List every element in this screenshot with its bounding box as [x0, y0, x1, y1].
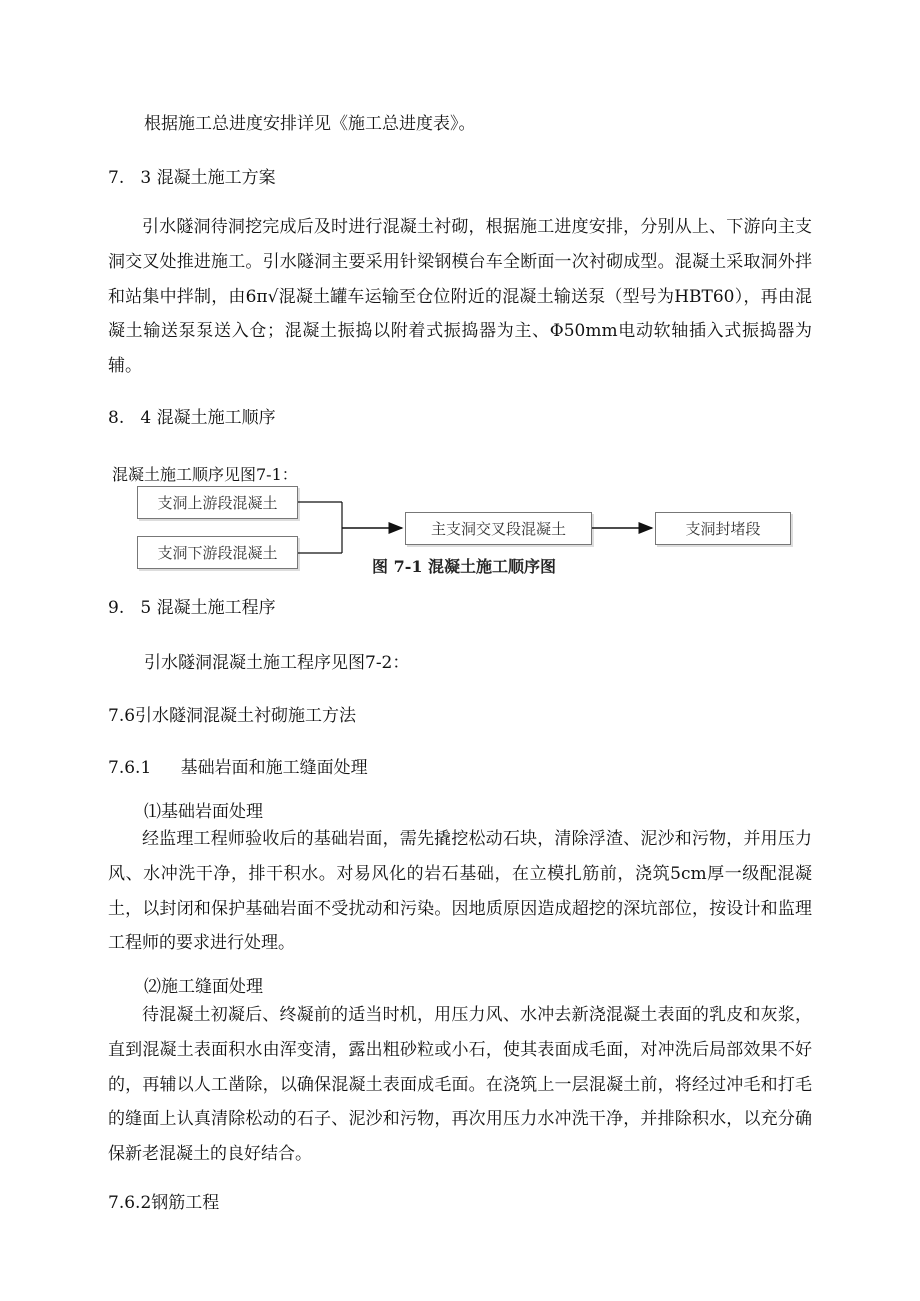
section-title: 基础岩面和施工缝面处理	[180, 758, 368, 778]
section-7-5-paragraph: 引水隧洞混凝土施工程序见图7-2：	[144, 653, 410, 673]
subsection-1-paragraph: 经监理工程师验收后的基础岩面，需先撬挖松动石块，清除浮渣、泥沙和污物，并用压力风、水冲洗干净，排干积水。对易风化的岩石基础，在立模扎筋前，浇筑5cm厚一级配混凝土，以封闭和保护基础岩面不受扰动和污染。因地质原因造成超挖的深坑部位，按设计和监理工程师的要求进行处理。	[108, 829, 812, 954]
section-7-5-heading	[108, 598, 276, 618]
box-plug-section: 支洞封堵段	[655, 512, 791, 545]
section-number: 7. 3	[108, 168, 152, 188]
figure-intro: 混凝土施工顺序见图7-1：	[112, 465, 298, 484]
section-7-6-2-heading: 7.6.2钢筋工程	[108, 1193, 220, 1213]
box-upstream: 支洞上游段混凝土	[137, 486, 298, 519]
box-cross-section: 主支洞交叉段混凝土	[405, 512, 592, 545]
section-7-4-heading	[108, 408, 276, 428]
subsection-2-paragraph: 待混凝土初凝后、终凝前的适当时机，用压力风、水冲去新浇混凝土表面的乳皮和灰浆，直到混凝土表面积水由浑变清，露出粗砂粒或小石，使其表面成毛面，对冲洗后局部效果不好的，再辅以人工凿除，以确保混凝土表面成毛面。在浇筑上一层混凝土前，将经过冲毛和打毛的缝面上认真清除松动的石子、泥沙和污物，再次用压力水冲洗干净，并排除积水，以充分确保新老混凝土的良好结合。	[108, 1005, 812, 1165]
section-title: 混凝土施工方案	[156, 168, 276, 188]
section-7-3-paragraph: 引水隧洞待洞挖完成后及时进行混凝土衬砌，根据施工进度安排，分别从上、下游向主支洞交叉处推进施工。引水隧洞主要采用针梁钢模台车全断面一次衬砌成型。混凝土采取洞外拌和站集中拌制，由6π√混凝土罐车运输至仓位附近的混凝土输送泵（型号为HBT60），再由混凝土输送泵泵送入仓；混凝土振捣以附着式振捣器为主、Φ50mm电动软轴插入式振捣器为辅。	[108, 217, 812, 377]
section-7-6-heading: 7.6引水隧洞混凝土衬砌施工方法	[108, 706, 357, 726]
figure-caption: 图 7-1 混凝土施工顺序图	[372, 557, 557, 576]
section-number: 7.6.1	[108, 758, 152, 778]
intro-paragraph: 根据施工总进度安排详见《施工总进度表》。	[144, 114, 476, 134]
subsection-2-heading: ⑵施工缝面处理	[144, 977, 263, 997]
section-title: 混凝土施工程序	[156, 598, 276, 618]
subsection-1-heading: ⑴基础岩面处理	[144, 802, 263, 822]
box-downstream: 支洞下游段混凝土	[137, 536, 298, 569]
section-number: 8. 4	[108, 408, 152, 428]
section-7-3-heading	[108, 168, 276, 188]
section-title: 混凝土施工顺序	[156, 408, 276, 428]
section-number: 9. 5	[108, 598, 152, 618]
section-7-6-1-heading	[108, 758, 368, 778]
